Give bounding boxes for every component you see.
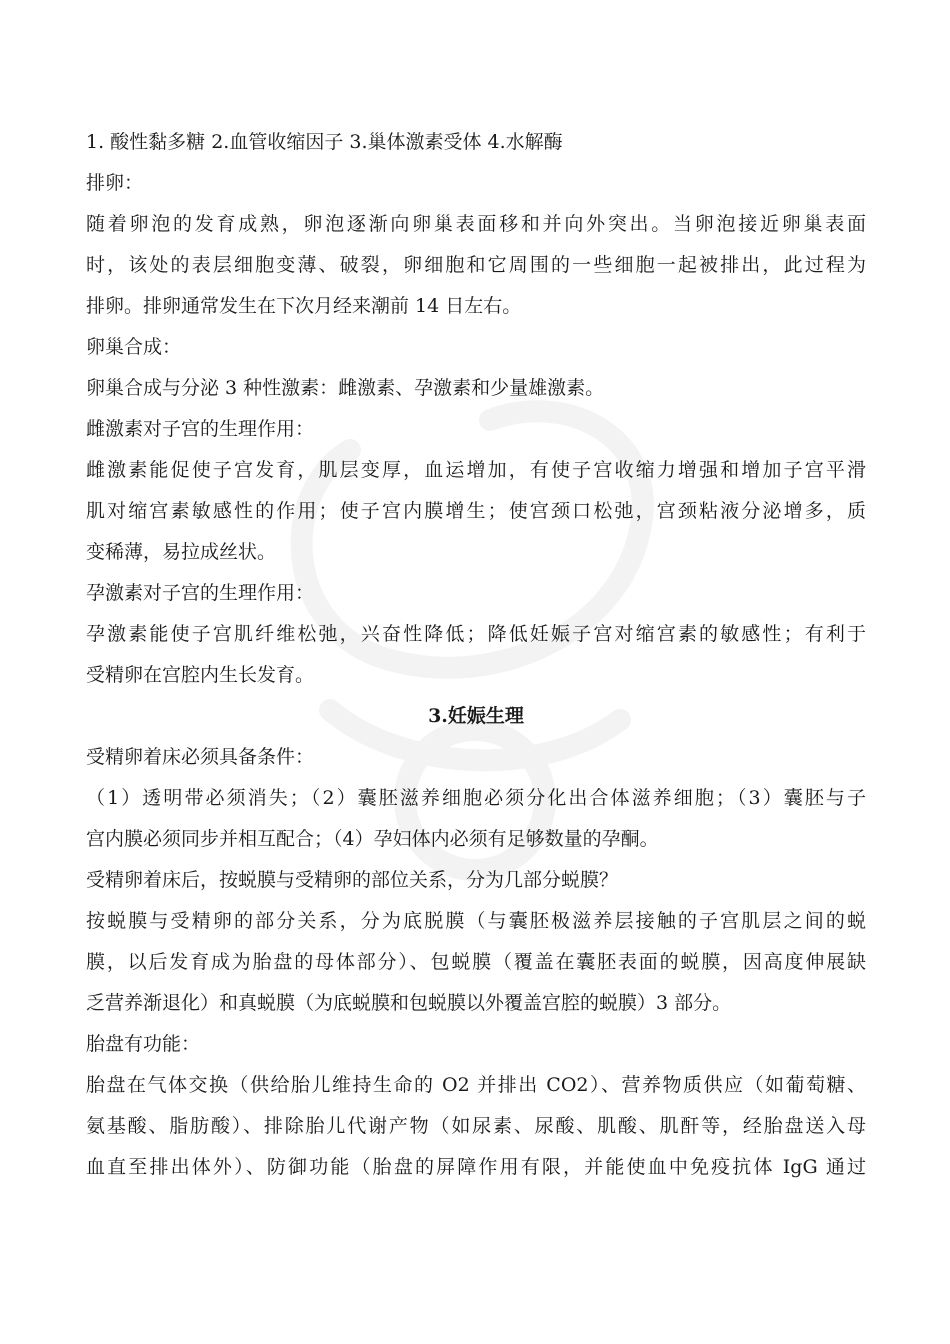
text-line: 孕激素能使子宫肌纤维松弛，兴奋性降低；降低妊娠子宫对缩宫素的敏感性；有利于	[86, 623, 866, 645]
section-label-ovulation: 排卵：	[86, 172, 144, 194]
text-line: 随着卵泡的发育成熟，卵泡逐渐向卵巢表面移和并向外突出。当卵泡接近卵巢表面	[86, 213, 866, 235]
text-line: 雌激素能促使子宫发育，肌层变厚，血运增加，有使子宫收缩力增强和增加子宫平滑	[86, 459, 866, 481]
text-line: 肌对缩宫素敏感性的作用；使子宫内膜增生；使宫颈口松弛，宫颈粘液分泌增多，质	[86, 500, 866, 522]
section-label-placenta: 胎盘有功能：	[86, 1033, 201, 1055]
text-line: 胎盘在气体交换（供给胎儿维持生命的 O2 并排出 CO2）、营养物质供应（如葡萄糖、	[86, 1074, 866, 1096]
text-line: 膜，以后发育成为胎盘的母体部分）、包蜕膜（覆盖在囊胚表面的蜕膜，因高度伸展缺	[86, 951, 866, 973]
section-heading: 3.妊娠生理	[428, 705, 524, 727]
text-line: 1. 酸性黏多糖 2.血管收缩因子 3.巢体激素受体 4.水解酶	[86, 131, 563, 153]
text-line: 氨基酸、脂肪酸）、排除胎儿代谢产物（如尿素、尿酸、肌酸、肌酐等，经胎盘送入母	[86, 1115, 866, 1137]
section-label-ovary-synthesis: 卵巢合成：	[86, 336, 182, 358]
section-label-progesterone: 孕激素对子宫的生理作用：	[86, 582, 315, 604]
text-line: 变稀薄，易拉成丝状。	[86, 541, 277, 563]
document-page	[86, 122, 866, 1188]
text-line: 血直至排出体外）、防御功能（胎盘的屏障作用有限，并能使血中免疫抗体 IgG 通过	[86, 1156, 866, 1178]
text-line: 排卵。排卵通常发生在下次月经来潮前 14 日左右。	[86, 295, 522, 317]
text-line: 受精卵在宫腔内生长发育。	[86, 664, 315, 686]
section-label-estrogen: 雌激素对子宫的生理作用：	[86, 418, 315, 440]
question-line: 受精卵着床后，按蜕膜与受精卵的部位关系，分为几部分蜕膜？	[86, 869, 619, 891]
text-line: 时，该处的表层细胞变薄、破裂，卵细胞和它周围的一些细胞一起被排出，此过程为	[86, 254, 866, 276]
text-line: （1）透明带必须消失；（2）囊胚滋养细胞必须分化出合体滋养细胞；（3）囊胚与子	[86, 787, 866, 809]
text-line: 按蜕膜与受精卵的部分关系，分为底脱膜（与囊胚极滋养层接触的子宫肌层之间的蜕	[86, 910, 866, 932]
section-label-implantation: 受精卵着床必须具备条件：	[86, 746, 315, 768]
text-line: 乏营养渐退化）和真蜕膜（为底蜕膜和包蜕膜以外覆盖宫腔的蜕膜）3 部分。	[86, 992, 732, 1014]
text-line: 卵巢合成与分泌 3 种性激素：雌激素、孕激素和少量雄激素。	[86, 377, 605, 399]
text-line: 宫内膜必须同步并相互配合；（4）孕妇体内必须有足够数量的孕酮。	[86, 828, 659, 850]
